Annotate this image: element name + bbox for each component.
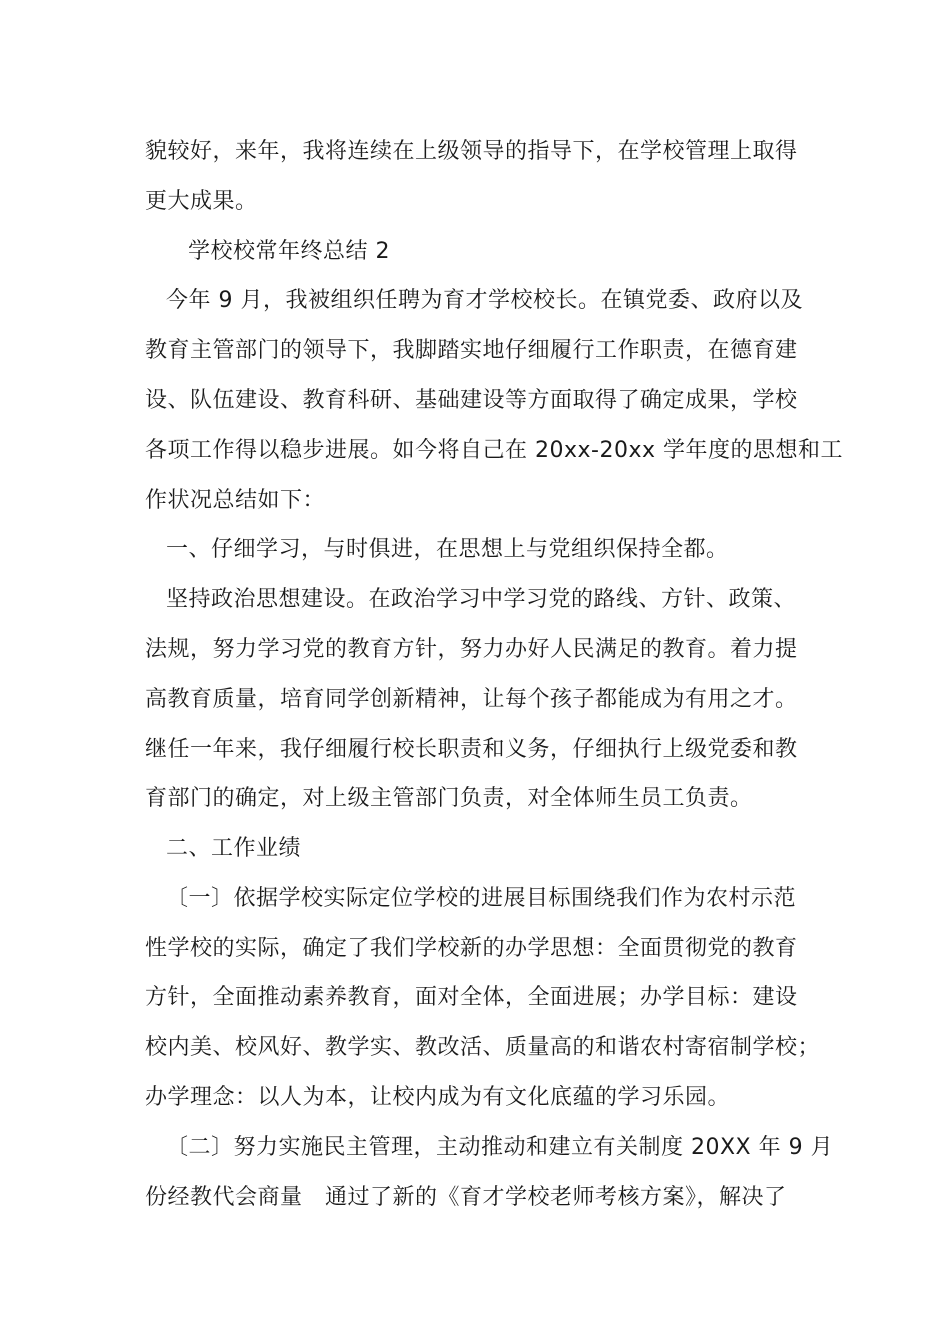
section-title: 学校校常年终总结 2: [188, 239, 390, 264]
paragraph-start: 今年 9 月，我被组织任聘为育才学校校长。在镇党委、政府以及: [166, 288, 803, 313]
text-line: 校内美、校风好、教学实、教改活、质量高的和谐农村寄宿制学校；: [145, 1035, 821, 1060]
text-line: 继任一年来，我仔细履行校长职责和义务，仔细执行上级党委和教: [145, 737, 798, 762]
text-line: 办学理念：以人为本，让校内成为有文化底蕴的学习乐园。: [145, 1085, 731, 1110]
text-line: 设、队伍建设、教育科研、基础建设等方面取得了确定成果，学校: [145, 388, 798, 413]
heading-1: 一、仔细学习，与时俱进，在思想上与党组织保持全都。: [166, 537, 729, 562]
text-line: 教育主管部门的领导下，我脚踏实地仔细履行工作职责，在德育建: [145, 338, 798, 363]
text-line: 育部门的确定，对上级主管部门负责，对全体师生员工负责。: [145, 786, 753, 811]
text-line: 更大成果。: [145, 189, 258, 214]
text-line: 性学校的实际，确定了我们学校新的办学思想：全面贯彻党的教育: [145, 936, 798, 961]
text-line: 貌较好，来年，我将连续在上级领导的指导下，在学校管理上取得: [145, 139, 798, 164]
text-line: 高教育质量，培育同学创新精神，让每个孩子都能成为有用之才。: [145, 687, 798, 712]
text-line: 各项工作得以稳步进展。如今将自己在 20xx-20xx 学年度的思想和工: [145, 438, 843, 463]
heading-2: 二、工作业绩: [166, 836, 302, 861]
text-line: 方针，全面推动素养教育，面对全体，全面进展；办学目标：建设: [145, 985, 798, 1010]
text-line: 法规，努力学习党的教育方针，努力办好人民满足的教育。着力提: [145, 637, 798, 662]
paragraph-start: 坚持政治思想建设。在政治学习中学习党的路线、方针、政策、: [166, 587, 797, 612]
text-line: 份经教代会商量 通过了新的《育才学校老师考核方案》，解决了: [145, 1185, 787, 1210]
paragraph-start: 〔一〕依据学校实际定位学校的进展目标围绕我们作为农村示范: [166, 886, 797, 911]
text-line: 作状况总结如下：: [145, 488, 326, 513]
paragraph-start: 〔二〕努力实施民主管理，主动推动和建立有关制度 20XX 年 9 月: [166, 1135, 834, 1160]
